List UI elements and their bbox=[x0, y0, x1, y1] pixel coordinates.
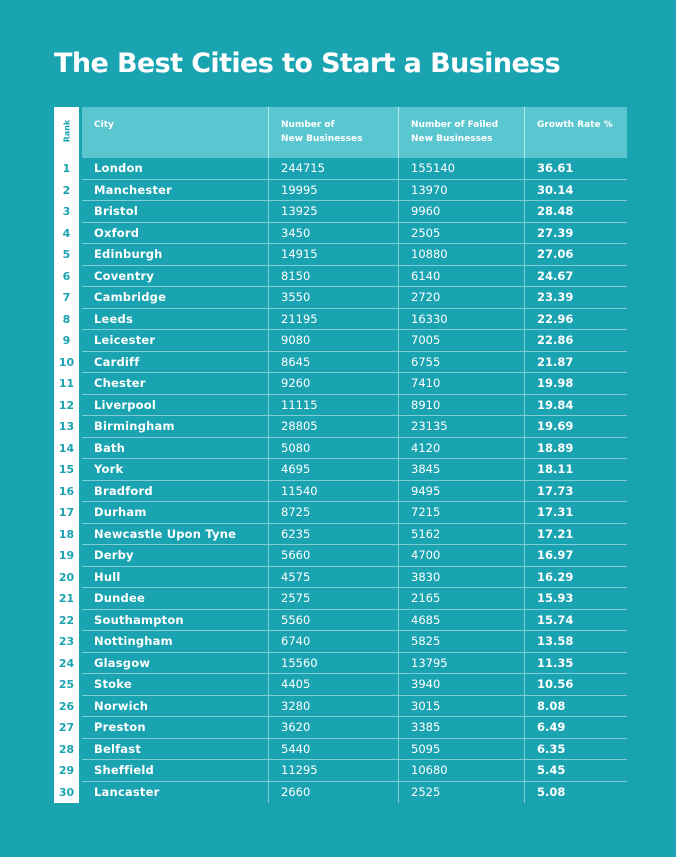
failed-businesses-cell: 10880 bbox=[398, 244, 524, 265]
rank-cell: 25 bbox=[58, 678, 75, 691]
rank-cell: 9 bbox=[62, 334, 71, 347]
table-row bbox=[82, 481, 627, 503]
rank-cell: 29 bbox=[58, 764, 75, 777]
city-cell: Cardiff bbox=[94, 354, 140, 369]
table-row bbox=[82, 502, 627, 524]
new-businesses-cell: 5660 bbox=[268, 545, 398, 566]
failed-businesses-cell: 13795 bbox=[398, 653, 524, 674]
failed-businesses-cell: 7005 bbox=[398, 330, 524, 351]
rank-cell: 21 bbox=[58, 592, 75, 605]
new-businesses-cell: 5560 bbox=[268, 610, 398, 631]
growth-rate-cell: 6.35 bbox=[524, 739, 627, 760]
rank-cell: 15 bbox=[58, 463, 75, 476]
city-cell: Birmingham bbox=[94, 419, 175, 433]
new-businesses-cell: 5080 bbox=[268, 438, 398, 459]
new-businesses-cell: 11115 bbox=[268, 395, 398, 416]
new-businesses-cell: 15560 bbox=[268, 653, 398, 674]
new-businesses-cell: 13925 bbox=[268, 201, 398, 222]
failed-businesses-cell: 8910 bbox=[398, 395, 524, 416]
failed-businesses-cell: 2525 bbox=[398, 782, 524, 804]
growth-rate-cell: 22.86 bbox=[524, 330, 627, 351]
rank-cell: 27 bbox=[58, 721, 75, 734]
table-row bbox=[82, 696, 627, 718]
table-row bbox=[82, 631, 627, 653]
page-title: The Best Cities to Start a Business bbox=[54, 48, 561, 79]
rank-cell: 10 bbox=[58, 355, 75, 369]
rank-cell: 19 bbox=[58, 549, 75, 562]
growth-rate-cell: 17.21 bbox=[524, 524, 627, 545]
failed-businesses-cell: 9960 bbox=[398, 201, 524, 222]
failed-businesses-cell: 10680 bbox=[398, 760, 524, 781]
new-businesses-cell: 9260 bbox=[268, 373, 398, 394]
failed-businesses-cell: 5095 bbox=[398, 739, 524, 760]
new-businesses-cell: 28805 bbox=[268, 416, 398, 437]
city-cell: Derby bbox=[94, 548, 134, 562]
rank-cell: 4 bbox=[62, 226, 71, 240]
growth-rate-cell: 27.06 bbox=[524, 244, 627, 265]
city-cell: Bristol bbox=[94, 204, 138, 218]
growth-rate-cell: 18.11 bbox=[524, 459, 627, 480]
growth-rate-cell: 22.96 bbox=[524, 309, 627, 330]
new-businesses-cell: 5440 bbox=[268, 739, 398, 760]
growth-rate-cell: 28.48 bbox=[524, 201, 627, 222]
failed-businesses-cell: 3385 bbox=[398, 717, 524, 738]
growth-rate-cell: 24.67 bbox=[524, 266, 627, 287]
rank-cell: 1 bbox=[62, 162, 71, 175]
city-cell: York bbox=[94, 462, 124, 476]
table-row bbox=[82, 674, 627, 696]
failed-businesses-cell: 13970 bbox=[398, 180, 524, 201]
city-cell: Bradford bbox=[94, 483, 153, 498]
new-businesses-cell: 9080 bbox=[268, 330, 398, 351]
table-row bbox=[82, 524, 627, 546]
rank-cell: 24 bbox=[58, 656, 75, 670]
failed-businesses-cell: 6140 bbox=[398, 266, 524, 287]
new-businesses-cell: 3620 bbox=[268, 717, 398, 738]
rank-cell: 13 bbox=[58, 420, 75, 433]
growth-rate-cell: 19.98 bbox=[524, 373, 627, 394]
rank-cell: 16 bbox=[58, 484, 75, 498]
failed-businesses-cell: 7215 bbox=[398, 502, 524, 523]
growth-rate-cell: 21.87 bbox=[524, 352, 627, 373]
failed-businesses-cell: 3940 bbox=[398, 674, 524, 695]
growth-rate-cell: 15.93 bbox=[524, 588, 627, 609]
table-row bbox=[82, 653, 627, 675]
city-cell: Newcastle Upon Tyne bbox=[94, 526, 237, 541]
new-businesses-cell: 244715 bbox=[268, 158, 398, 179]
table-header bbox=[54, 107, 627, 158]
failed-businesses-cell: 4700 bbox=[398, 545, 524, 566]
table-row bbox=[82, 223, 627, 245]
new-businesses-header-line1: Number of bbox=[281, 120, 335, 130]
city-cell: Chester bbox=[94, 376, 146, 390]
table-row bbox=[82, 266, 627, 288]
rank-header bbox=[54, 107, 79, 158]
growth-rate-cell: 23.39 bbox=[524, 287, 627, 308]
city-cell: Edinburgh bbox=[94, 247, 163, 261]
table-row bbox=[82, 567, 627, 589]
rank-column bbox=[54, 158, 79, 803]
rank-cell: 5 bbox=[62, 248, 71, 261]
city-cell: Southampton bbox=[94, 612, 184, 627]
table-row bbox=[82, 739, 627, 761]
growth-rate-cell: 30.14 bbox=[524, 180, 627, 201]
city-cell: Norwich bbox=[94, 698, 149, 713]
failed-businesses-header-line1: Number of Failed bbox=[411, 120, 499, 130]
growth-rate-cell: 11.35 bbox=[524, 653, 627, 674]
new-businesses-header-line2: New Businesses bbox=[281, 134, 363, 144]
failed-businesses-cell: 3015 bbox=[398, 696, 524, 717]
failed-businesses-cell: 16330 bbox=[398, 309, 524, 330]
rank-cell: 7 bbox=[62, 291, 71, 304]
city-cell: Liverpool bbox=[94, 397, 157, 412]
new-businesses-cell: 14915 bbox=[268, 244, 398, 265]
failed-businesses-cell: 5825 bbox=[398, 631, 524, 652]
new-businesses-cell: 3550 bbox=[268, 287, 398, 308]
city-cell: Nottingham bbox=[94, 634, 173, 648]
table-row bbox=[82, 330, 627, 352]
table-row bbox=[82, 309, 627, 331]
new-businesses-cell: 3450 bbox=[268, 223, 398, 244]
rank-cell: 3 bbox=[62, 205, 71, 218]
new-businesses-cell: 4695 bbox=[268, 459, 398, 480]
rank-cell: 23 bbox=[58, 635, 75, 648]
failed-businesses-cell: 2165 bbox=[398, 588, 524, 609]
rank-cell: 17 bbox=[58, 506, 75, 519]
city-cell: Stoke bbox=[94, 677, 132, 691]
growth-rate-cell: 16.97 bbox=[524, 545, 627, 566]
table-row bbox=[82, 588, 627, 610]
city-cell: Dundee bbox=[94, 591, 145, 605]
table-body bbox=[54, 158, 627, 803]
rank-cell: 14 bbox=[58, 441, 75, 455]
failed-businesses-cell: 3830 bbox=[398, 567, 524, 588]
city-cell: Cambridge bbox=[94, 290, 167, 304]
failed-businesses-header-line2: New Businesses bbox=[411, 134, 493, 144]
rank-cell: 22 bbox=[58, 613, 75, 627]
table-row bbox=[82, 438, 627, 460]
failed-businesses-cell: 7410 bbox=[398, 373, 524, 394]
rank-cell: 12 bbox=[58, 398, 75, 412]
growth-rate-cell: 6.49 bbox=[524, 717, 627, 738]
failed-businesses-cell: 5162 bbox=[398, 524, 524, 545]
growth-rate-cell: 5.08 bbox=[524, 782, 627, 804]
growth-rate-cell: 17.31 bbox=[524, 502, 627, 523]
table-row bbox=[82, 244, 627, 266]
new-businesses-cell: 3280 bbox=[268, 696, 398, 717]
new-businesses-cell: 11540 bbox=[268, 481, 398, 502]
new-businesses-cell: 11295 bbox=[268, 760, 398, 781]
table-row bbox=[82, 760, 627, 782]
city-header bbox=[82, 107, 268, 158]
growth-rate-cell: 19.69 bbox=[524, 416, 627, 437]
table-row bbox=[82, 545, 627, 567]
rank-cell: 20 bbox=[58, 570, 75, 584]
rank-cell: 28 bbox=[58, 742, 75, 756]
city-cell: Oxford bbox=[94, 225, 140, 240]
growth-rate-cell: 15.74 bbox=[524, 610, 627, 631]
table-row bbox=[82, 717, 627, 739]
growth-rate-cell: 8.08 bbox=[524, 696, 627, 717]
table-row bbox=[82, 782, 627, 804]
growth-rate-cell: 36.61 bbox=[524, 158, 627, 179]
new-businesses-cell: 4405 bbox=[268, 674, 398, 695]
table-row bbox=[82, 180, 627, 202]
rank-cell: 8 bbox=[62, 312, 71, 326]
rank-cell: 30 bbox=[58, 785, 75, 799]
table-row bbox=[82, 373, 627, 395]
rank-cell: 6 bbox=[62, 269, 71, 283]
city-cell: Preston bbox=[94, 720, 146, 734]
table-row bbox=[82, 158, 627, 180]
growth-rate-cell: 5.45 bbox=[524, 760, 627, 781]
new-businesses-header bbox=[268, 107, 398, 158]
new-businesses-cell: 8725 bbox=[268, 502, 398, 523]
growth-rate-cell: 19.84 bbox=[524, 395, 627, 416]
new-businesses-cell: 2575 bbox=[268, 588, 398, 609]
failed-businesses-cell: 6755 bbox=[398, 352, 524, 373]
city-cell: Glasgow bbox=[94, 655, 151, 670]
table-row bbox=[82, 416, 627, 438]
city-cell: Lancaster bbox=[94, 784, 160, 799]
failed-businesses-cell: 3845 bbox=[398, 459, 524, 480]
failed-businesses-cell: 2505 bbox=[398, 223, 524, 244]
growth-rate-cell: 18.89 bbox=[524, 438, 627, 459]
failed-businesses-cell: 4120 bbox=[398, 438, 524, 459]
failed-businesses-cell: 23135 bbox=[398, 416, 524, 437]
city-cell: Coventry bbox=[94, 268, 155, 283]
city-cell: Manchester bbox=[94, 182, 173, 197]
table-row bbox=[82, 395, 627, 417]
rank-cell: 2 bbox=[62, 183, 71, 197]
growth-rate-cell: 10.56 bbox=[524, 674, 627, 695]
growth-rate-header bbox=[524, 107, 627, 158]
new-businesses-cell: 2660 bbox=[268, 782, 398, 804]
city-cell: Leicester bbox=[94, 333, 156, 347]
growth-rate-cell: 17.73 bbox=[524, 481, 627, 502]
city-cell: Leeds bbox=[94, 311, 134, 326]
new-businesses-cell: 21195 bbox=[268, 309, 398, 330]
growth-rate-cell: 16.29 bbox=[524, 567, 627, 588]
table-row bbox=[82, 610, 627, 632]
new-businesses-cell: 19995 bbox=[268, 180, 398, 201]
table-row bbox=[82, 459, 627, 481]
rank-cell: 11 bbox=[58, 377, 75, 390]
data-table bbox=[54, 107, 627, 803]
rank-cell: 18 bbox=[58, 527, 75, 541]
failed-businesses-cell: 9495 bbox=[398, 481, 524, 502]
city-cell: Durham bbox=[94, 505, 147, 519]
failed-businesses-cell: 155140 bbox=[398, 158, 524, 179]
city-cell: Hull bbox=[94, 569, 121, 584]
city-header-label: City bbox=[94, 120, 114, 130]
table-rows bbox=[82, 158, 627, 803]
failed-businesses-cell: 2720 bbox=[398, 287, 524, 308]
city-cell: Bath bbox=[94, 440, 126, 455]
growth-rate-cell: 27.39 bbox=[524, 223, 627, 244]
city-cell: Belfast bbox=[94, 741, 142, 756]
failed-businesses-header bbox=[398, 107, 524, 158]
table-row bbox=[82, 287, 627, 309]
growth-rate-header-label: Growth Rate % bbox=[537, 120, 613, 130]
header-cells bbox=[82, 107, 627, 158]
new-businesses-cell: 6235 bbox=[268, 524, 398, 545]
growth-rate-cell: 13.58 bbox=[524, 631, 627, 652]
city-cell: Sheffield bbox=[94, 763, 154, 777]
failed-businesses-cell: 4685 bbox=[398, 610, 524, 631]
rank-header-label: Rank bbox=[62, 119, 71, 143]
new-businesses-cell: 6740 bbox=[268, 631, 398, 652]
table-row bbox=[82, 201, 627, 223]
rank-cell: 26 bbox=[58, 699, 75, 713]
new-businesses-cell: 8645 bbox=[268, 352, 398, 373]
table-row bbox=[82, 352, 627, 374]
new-businesses-cell: 8150 bbox=[268, 266, 398, 287]
city-cell: London bbox=[94, 161, 143, 175]
new-businesses-cell: 4575 bbox=[268, 567, 398, 588]
